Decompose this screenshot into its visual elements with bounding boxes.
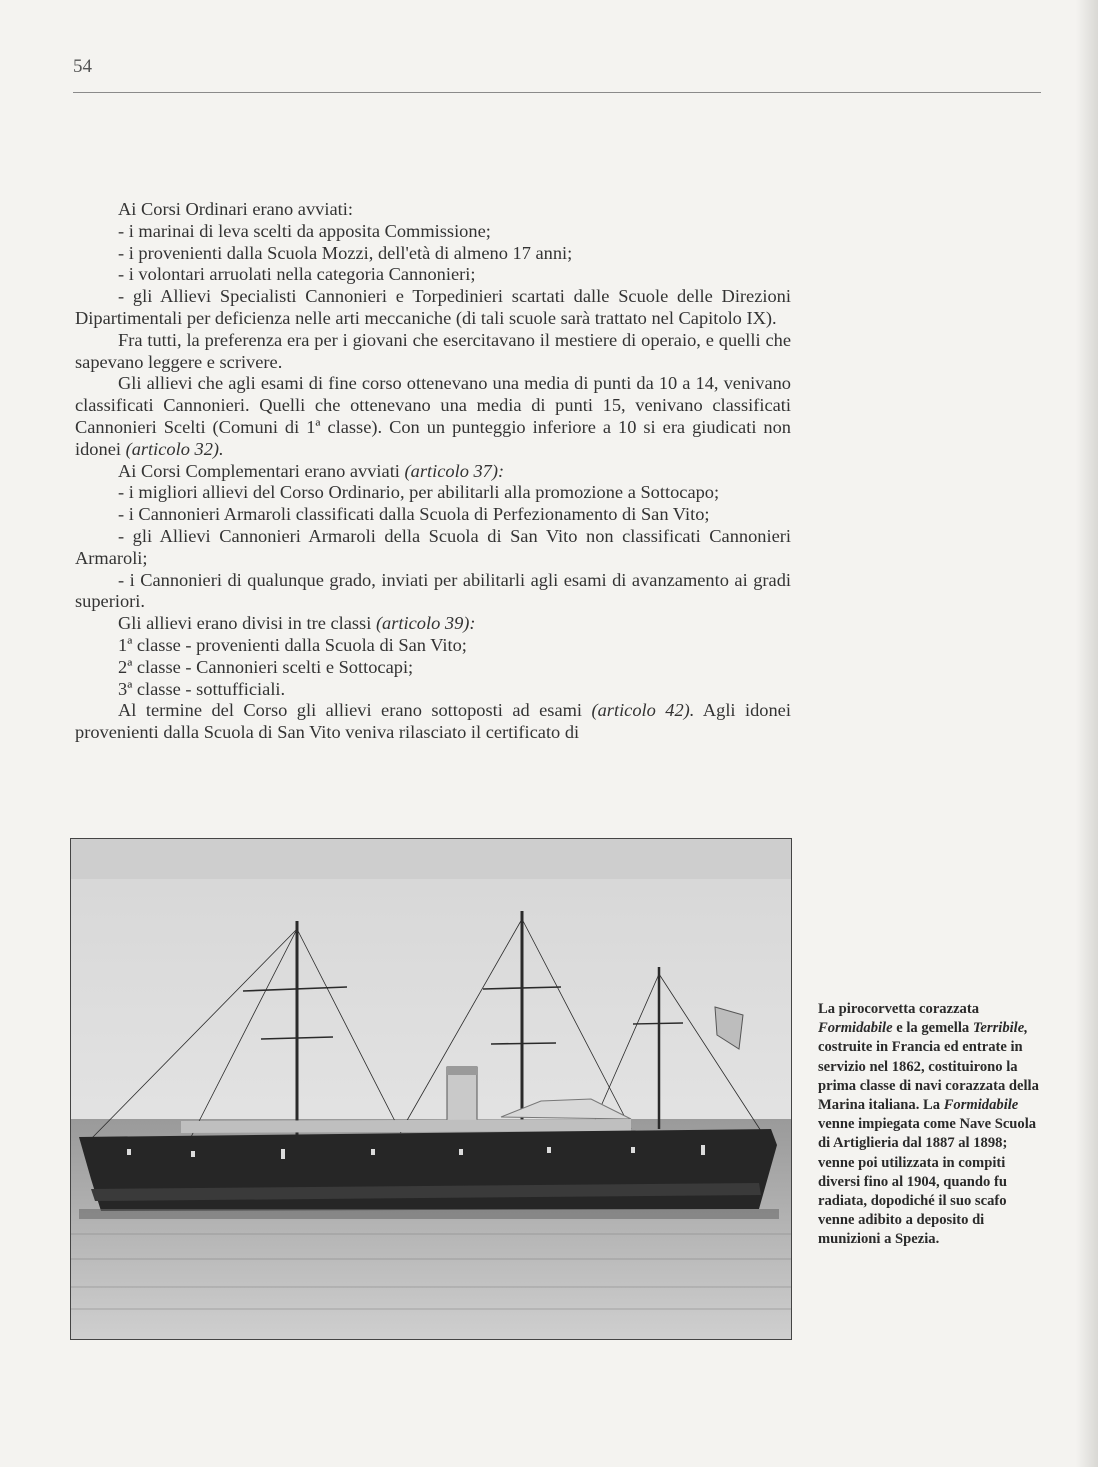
article-reference: (articolo 39): xyxy=(375,613,476,634)
paragraph xyxy=(75,613,791,635)
body-text xyxy=(75,199,791,744)
paragraph: - gli Allievi Specialisti Cannonieri e Torpedinieri scartati dalle Scuole delle Direzioni Dipartimentali per deficienza nelle arti meccaniche (di tali scuole sarà trattato nel Capitolo IX). xyxy=(75,286,791,328)
ship-name: Terribile, xyxy=(972,1020,1028,1037)
paragraph: - i volontari arruolati nella categoria Cannonieri; xyxy=(118,264,476,285)
paragraph xyxy=(75,461,791,483)
ship-photograph xyxy=(70,838,792,1340)
ship-name: Formidabile xyxy=(818,1020,893,1037)
paragraph: - i migliori allievi del Corso Ordinario, per abilitarli alla promozione a Sottocapo; xyxy=(118,482,720,503)
paragraph: - gli Allievi Cannonieri Armaroli della Scuola di San Vito non classificati Cannonieri Armaroli; xyxy=(75,525,791,568)
paragraph: Ai Corsi Ordinari erano avviati: xyxy=(118,199,353,219)
paragraph: 2ª classe - Cannonieri scelti e Sottocapi; xyxy=(118,656,414,677)
paragraph-text: Agli idonei provenienti dalla Scuola di San Vito veniva rilasciato il certificato di xyxy=(75,700,791,743)
caption-text: costruite in Francia ed entrate in servizio nel 1862, costituirono la prima classe di navi corazzata della Marina italiana. La xyxy=(818,1039,1039,1114)
article-reference: (articolo 42). xyxy=(591,700,695,721)
header-rule xyxy=(73,92,1041,93)
ironclad-ship-image xyxy=(71,839,791,1339)
paragraph: - i provenienti dalla Scuola Mozzi, dell'età di almeno 17 anni; xyxy=(118,242,573,263)
paragraph: 3ª classe - sottufficiali. xyxy=(118,678,286,699)
paragraph: 1ª classe - provenienti dalla Scuola di San Vito; xyxy=(118,634,467,655)
paragraph xyxy=(75,373,791,460)
paragraph: - i Cannonieri Armaroli classificati dalla Scuola di Perfezionamento di San Vito; xyxy=(118,504,710,525)
paragraph: Fra tutti, la preferenza era per i giovani che esercitavano il mestiere di operaio, e quelli che sapevano leggere e scrivere. xyxy=(75,329,791,372)
photo-caption xyxy=(818,1000,1043,1250)
caption-text: e la gemella xyxy=(896,1020,970,1037)
caption-text: venne impiegata come Nave Scuola di Artiglieria dal 1887 al 1898; venne poi utilizzata in compiti diversi fino al 1904, quando fu radiata, dopodiché il suo scafo venne adibito a deposito di munizioni a Spezia. xyxy=(818,1116,1037,1248)
caption-text: La pirocorvetta corazzata xyxy=(818,1001,980,1017)
paragraph-text: Gli allievi erano divisi in tre classi xyxy=(118,613,372,634)
paragraph: - i Cannonieri di qualunque grado, inviati per abilitarli agli esami di avanzamento ai gradi superiori. xyxy=(75,569,791,612)
paragraph-text: Al termine del Corso gli allievi erano sottoposti ad esami xyxy=(118,700,583,721)
paragraph xyxy=(75,700,791,744)
paragraph-text: Ai Corsi Complementari erano avviati xyxy=(118,460,400,481)
page-edge-shadow xyxy=(1076,0,1098,1467)
ship-name: Formidabile xyxy=(943,1097,1019,1114)
article-reference: (articolo 32). xyxy=(125,438,224,459)
paragraph-text: Gli allievi che agli esami di fine corso ottenevano una media di punti da 10 a 14, venivano classificati Cannonieri. Quelli che ottenevano una media di punti 15, venivano classificati Cannonieri Scelti (Comuni di 1ª classe). Con un punteggio inferiore a 10 si era giudicati non idonei xyxy=(75,373,791,459)
page-number: 54 xyxy=(73,56,92,77)
article-reference: (articolo 37): xyxy=(404,460,505,481)
paragraph: - i marinai di leva scelti da apposita Commissione; xyxy=(118,220,491,241)
